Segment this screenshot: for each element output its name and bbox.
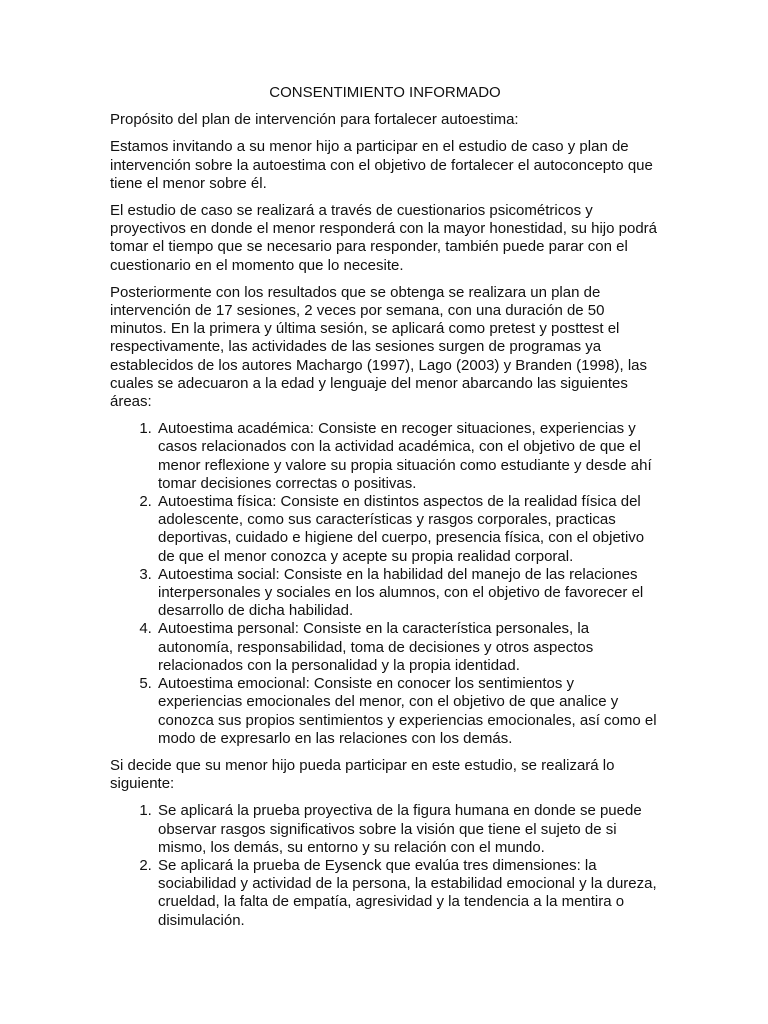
paragraph-intervention-plan: Posteriormente con los resultados que se obtenga se realizara un plan de intervención de 17 sesiones, 2 veces por semana, con una duración de 50 minutos. En la primera y última sesión, se aplicará como pretest y posttest el respectivamente, las actividades de las sesiones surgen de programas ya establecidos de los autores Machargo (1997), Lago (2003) y Branden (1998), las cuales se adecuaron a la edad y lenguaje del menor abarcando las siguientes áreas: <box>110 283 647 411</box>
list-item-area: 2. Autoestima física: Consiste en distintos aspectos de la realidad física del adolescente, como sus características y rasgos corporales, practicas deportivas, cuidado e higiene del cuerpo, presencia física, con el objetivo de que el menor conozca y acepte su propia realidad corporal. <box>156 493 660 566</box>
document-title: CONSENTIMIENTO INFORMADO <box>269 84 501 101</box>
list-item-area: 5. Autoestima emocional: Consiste en conocer los sentimientos y experiencias emocionales del menor, con el objetivo de que analice y conozca sus propios sentimientos y experiencias emocionales, así como el modo de expresarlo en las relaciones con los demás. <box>156 675 660 748</box>
list-item-step: 2. Se aplicará la prueba de Eysenck que evalúa tres dimensiones: la sociabilidad y actividad de la persona, la estabilidad emocional y la dureza, crueldad, la falta de empatía, agresividad y la tendencia a la mentira o disimulación. <box>156 857 660 930</box>
list-item-step: 1. Se aplicará la prueba proyectiva de la figura humana en donde se puede observar rasgos significativos sobre la visión que tiene el sujeto de si mismo, los demás, su entorno y su relación con el mundo. <box>156 802 660 857</box>
list-item-area: 3. Autoestima social: Consiste en la habilidad del manejo de las relaciones interpersonales y sociales en los alumnos, con el objetivo de favorecer el desarrollo de dicha habilidad. <box>156 566 660 621</box>
areas-list <box>110 420 660 748</box>
list-item-area: 4. Autoestima personal: Consiste en la característica personales, la autonomía, responsabilidad, toma de decisiones y otros aspectos relacionados con la personalidad y la propia identidad. <box>156 620 660 675</box>
list-item-area: 1. Autoestima académica: Consiste en recoger situaciones, experiencias y casos relacionados con la actividad académica, con el objetivo de que el menor reflexione y valore su propia situación como estudiante y desde ahí tomar decisiones correctas o positivas. <box>156 420 660 493</box>
purpose-heading: Propósito del plan de intervención para fortalecer autoestima: <box>110 111 519 129</box>
paragraph-invitation: Estamos invitando a su menor hijo a participar en el estudio de caso y plan de intervención sobre la autoestima con el objetivo de fortalecer el autoconcepto que tiene el menor sobre él. <box>110 138 653 192</box>
paragraph-participation: Si decide que su menor hijo pueda participar en este estudio, se realizará lo siguiente: <box>110 756 615 793</box>
steps-list <box>110 802 660 929</box>
paragraph-study-method: El estudio de caso se realizará a través de cuestionarios psicométricos y proyectivos en donde el menor responderá con la mayor honestidad, su hijo podrá tomar el tiempo que se necesario para responder, también puede parar con el cuestionario en el momento que lo necesite. <box>110 202 658 274</box>
